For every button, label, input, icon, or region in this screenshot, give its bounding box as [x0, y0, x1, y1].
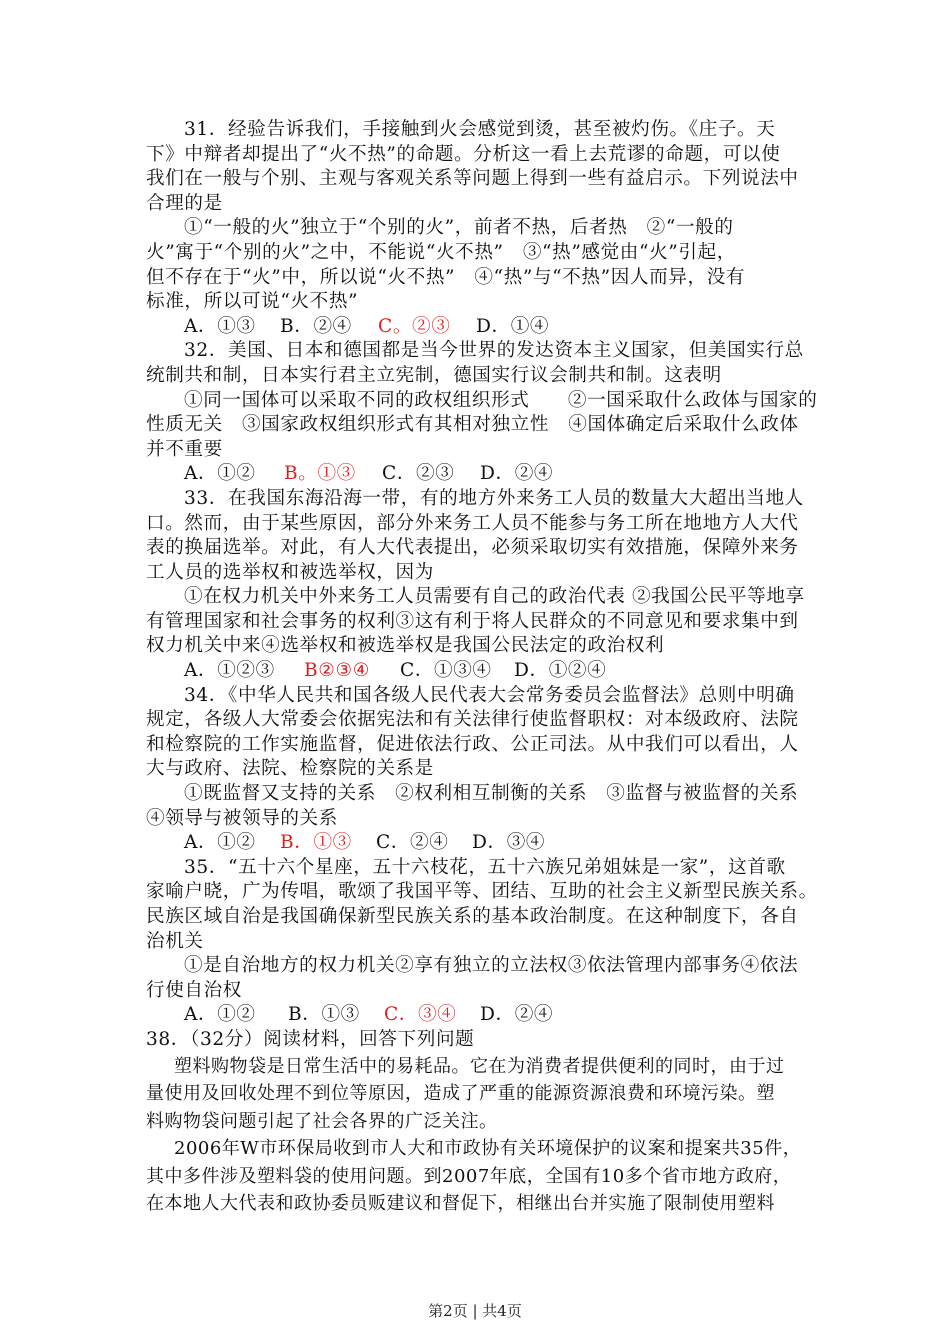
- question-34-line: 大与政府、法院、检察院的关系是: [146, 758, 434, 780]
- question-33-item: ①在权力机关中外来务工人员需要有自己的政治代表 ②我国公民平等地享: [184, 586, 805, 608]
- option-b-answer: B．①③: [280, 832, 352, 854]
- option-b: B．①③: [288, 1004, 360, 1026]
- question-33-line: 33．在我国东海沿海一带，有的地方外来务工人员的数量大大超出当地人: [184, 487, 804, 509]
- question-31-line: 合理的是: [146, 192, 223, 214]
- page-footer: 第2页 | 共4页: [428, 1302, 522, 1320]
- option-b-answer: B。①③: [284, 463, 356, 485]
- question-31-item: 但不存在于“火”中，所以说“火不热” ④“热”与“不热”因人而异，没有: [146, 266, 746, 288]
- question-31-options: [146, 315, 806, 340]
- question-32-line: 32．美国、日本和德国都是当今世界的发达资本主义国家，但美国实行总: [184, 340, 804, 362]
- question-35-line: 家喻户晓，广为传唱，歌颂了我国平等、团结、互助的社会主义新型民族关系。: [146, 881, 818, 903]
- option-c: C．②④: [376, 832, 449, 854]
- question-33-item: 权力机关中来④选举权和被选举权是我国公民法定的政治权利: [146, 635, 665, 657]
- question-35-item: ①是自治地方的权力机关②享有独立的立法权③依法管理内部事务④依法: [184, 955, 799, 977]
- question-35: [146, 856, 818, 1028]
- question-35-line: 治机关: [146, 930, 204, 952]
- option-d: D．③④: [472, 832, 546, 854]
- material-paragraph-line: 其中多件涉及塑料袋的使用问题。到2007年底，全国有10多个省市地方政府，: [146, 1165, 792, 1187]
- question-33-line: 口。然而，由于某些原因，部分外来务工人员不能参与务工所在地地方人大代: [146, 512, 799, 534]
- question-32-item: ①同一国体可以采取不同的政权组织形式 ②一国采取什么政体与国家的: [184, 389, 818, 411]
- option-a: A．①②③: [184, 660, 275, 682]
- question-31: [146, 118, 806, 339]
- question-32-item: 性质无关 ③国家政权组织形式有其相对独立性 ④国体确定后采取什么政体: [146, 414, 799, 436]
- option-a: A．①③: [184, 315, 256, 337]
- material-paragraph-line: 料购物袋问题引起了社会各界的广泛关注。: [146, 1110, 498, 1132]
- option-a: A．①②: [184, 463, 256, 485]
- question-33-line: 工人员的选举权和被选举权，因为: [146, 561, 434, 583]
- question-34-line: 规定，各级人大常委会依据宪法和有关法律行使监督职权：对本级政府、法院: [146, 709, 799, 731]
- option-a: A．①②: [184, 1004, 256, 1026]
- question-32-item: 并不重要: [146, 438, 223, 460]
- option-c-answer: C。②③: [378, 315, 451, 337]
- question-31-item: 标准，所以可说“火不热”: [146, 291, 359, 313]
- question-34-line: 34．《中华人民共和国各级人民代表大会常务委员会监督法》总则中明确: [184, 684, 795, 706]
- option-d: D．①④: [476, 315, 550, 337]
- option-d: D．②④: [480, 1004, 554, 1026]
- question-34-options: [146, 831, 806, 856]
- question-31-item: 火”寓于“个别的火”之中，不能说“火不热” ③“热”感觉由“火”引起，: [146, 241, 736, 263]
- option-b: B．②④: [280, 315, 352, 337]
- question-35-line: 35．“五十六个星座，五十六枝花，五十六族兄弟姐妹是一家”，这首歌: [184, 856, 786, 878]
- question-31-line: 我们在一般与个别、主观与客观关系等问题上得到一些有益启示。下列说法中: [146, 168, 799, 190]
- material-paragraph-line: 量使用及回收处理不到位等原因，造成了严重的能源资源浪费和环境污染。塑: [146, 1083, 775, 1105]
- question-34-item: ①既监督又支持的关系 ②权利相互制衡的关系 ③监督与被监督的关系: [184, 783, 799, 805]
- option-c: C．①③④: [400, 660, 492, 682]
- page-content: [146, 118, 818, 1218]
- question-32: [146, 339, 818, 487]
- question-31-item: ①“一般的火”独立于“个别的火”，前者不热，后者热 ②“一般的: [184, 217, 734, 239]
- question-38-title: 38．（32分）阅读材料，回答下列问题: [146, 1028, 475, 1050]
- question-35-line: 民族区域自治是我国确保新型民族关系的基本政治制度。在这种制度下，各自: [146, 906, 799, 927]
- question-32-line: 统制共和制，日本实行君主立宪制，德国实行议会制共和制。这表明: [146, 364, 722, 386]
- question-35-item: 行使自治权: [146, 979, 242, 1001]
- option-a: A．①②: [184, 832, 256, 854]
- material-paragraph-line: 2006年W市环保局收到市人大和市政协有关环境保护的议案和提案共35件，: [174, 1138, 802, 1160]
- option-d: D．②④: [480, 463, 554, 485]
- option-b-answer: B②③④: [304, 660, 371, 682]
- question-32-options: [146, 462, 806, 487]
- question-31-line: 31．经验告诉我们，手接触到火会感觉到烫，甚至被灼伤。《庄子。天: [184, 119, 776, 140]
- option-c-answer: C．③④: [384, 1004, 457, 1026]
- question-33-options: [146, 659, 806, 684]
- question-35-options: [146, 1003, 806, 1028]
- question-38: [146, 1028, 806, 1218]
- option-d: D．①②④: [514, 660, 607, 682]
- question-34-line: 和检察院的工作实施监督，促进依法行政、公正司法。从中我们可以看出，人: [146, 733, 799, 755]
- question-33: [146, 487, 806, 684]
- question-33-item: 有管理国家和社会事务的权利③这有利于将人民群众的不同意见和要求集中到: [146, 610, 799, 632]
- question-34: [146, 684, 806, 856]
- option-c: C．②③: [382, 463, 455, 485]
- material-paragraph-line: 塑料购物袋是日常生活中的易耗品。它在为消费者提供便利的同时，由于过: [174, 1055, 785, 1077]
- question-34-item: ④领导与被领导的关系: [146, 807, 338, 829]
- question-31-line: 下》中辩者却提出了“火不热”的命题。分析这一看上去荒谬的命题，可以使: [146, 143, 781, 165]
- question-33-line: 表的换届选举。对此，有人大代表提出，必须采取切实有效措施，保障外来务: [146, 537, 799, 559]
- material-paragraph-line: 在本地人大代表和政协委员贩建议和督促下，相继出台并实施了限制使用塑料: [146, 1193, 775, 1215]
